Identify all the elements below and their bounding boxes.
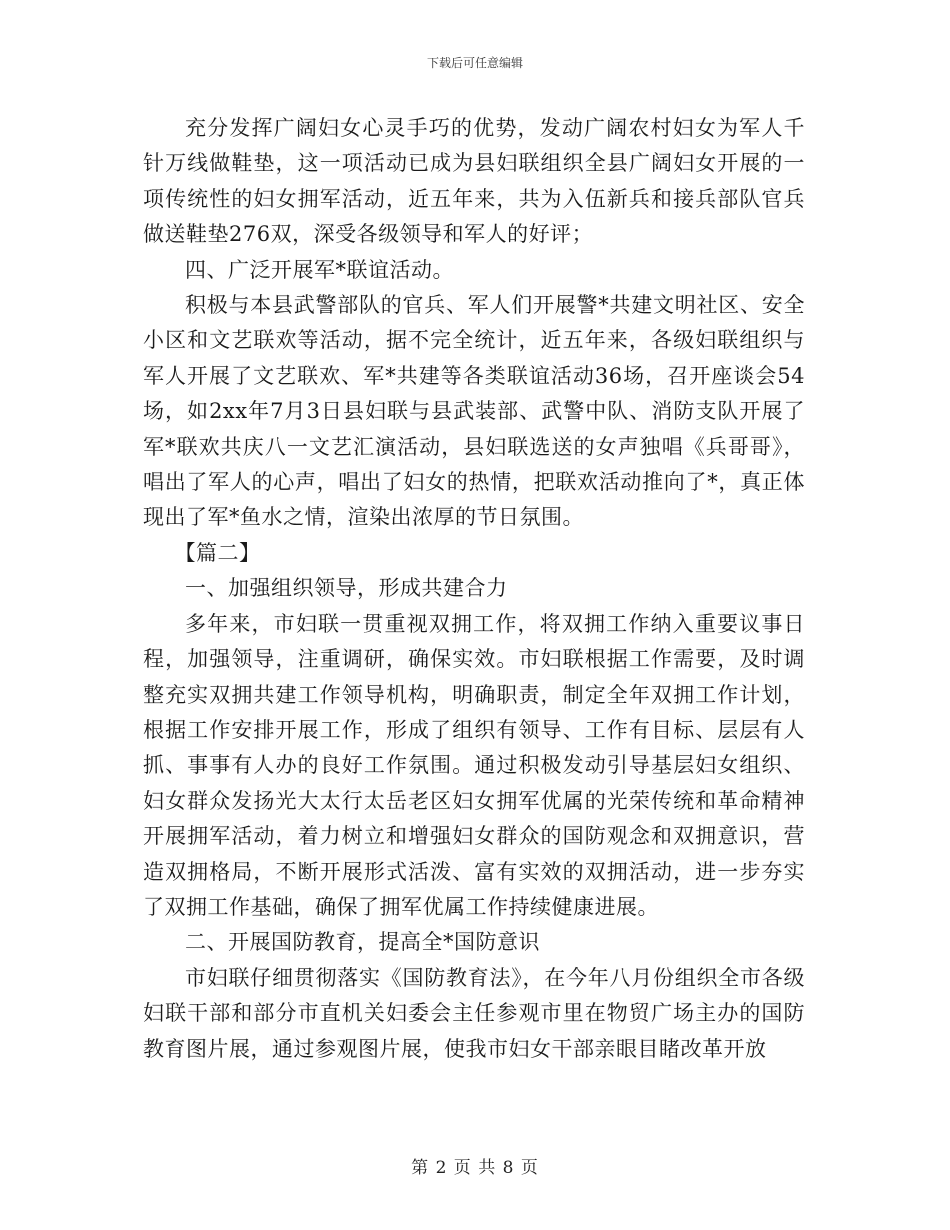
paragraph-organization-leadership: 多年来，市妇联一贯重视双拥工作，将双拥工作纳入重要议事日程，加强领导，注重调研，确保实效。市妇联根据工作需要，及时调整充实双拥共建工作领导机构，明确职责，制定全年双拥工作计划，根据工作安排开展工作，形成了组织有领导、工作有目标、层层有人抓、事事有人办的良好工作氛围。通过积极发动引导基层妇女组织、妇女群众发扬光大太行太岳老区妇女拥军优属的光荣传统和革命精神开展拥军活动，着力树立和增强妇女群众的国防观念和双拥意识，营造双拥格局，不断开展形式活泼、富有实效的双拥活动，进一步夯实了双拥工作基础，确保了拥军优属工作持续健康进展。 bbox=[143, 611, 805, 919]
heading-section-one: 一、加强组织领导，形成共建合力 bbox=[185, 576, 508, 601]
heading-part-two: 【篇二】 bbox=[174, 540, 261, 565]
page-footer: 第 2 页 共 8 页 bbox=[411, 1158, 539, 1178]
page-header: 下载后可任意编辑 bbox=[426, 56, 523, 70]
paragraph-national-defense: 市妇联仔细贯彻落实《国防教育法》，在今年八月份组织全市各级妇联干部和部分市直机关妇委会主任参观市里在物贸广场主办的国防教育图片展，通过参观图片展，使我市妇女干部亲眼目睹改革开放 bbox=[143, 965, 805, 1061]
heading-section-two: 二、开展国防教育，提高全*国防意识 bbox=[185, 930, 540, 955]
paragraph-shoe-insoles: 充分发挥广阔妇女心灵手巧的优势，发动广阔农村妇女为军人千针万线做鞋垫，这一项活动已成为县妇联组织全县广阔妇女开展的一项传统性的妇女拥军活动，近五年来，共为入伍新兵和接兵部队官兵做送鞋垫276双，深受各级领导和军人的好评； bbox=[143, 116, 805, 247]
paragraph-joint-activities: 积极与本县武警部队的官兵、军人们开展警*共建文明社区、安全小区和文艺联欢等活动，据不完全统计，近五年来，各级妇联组织与军人开展了文艺联欢、军*共建等各类联谊活动36场，召开座谈会54场，如2xx年7月3日县妇联与县武装部、武警中队、消防支队开展了军*联欢共庆八一文艺汇演活动，县妇联选送的女声独唱《兵哥哥》，唱出了军人的心声，唱出了妇女的热情，把联欢活动推向了*，真正体现出了军*鱼水之情，渲染出浓厚的节日氛围。 bbox=[143, 293, 805, 530]
heading-section-four: 四、广泛开展军*联谊活动。 bbox=[185, 257, 454, 282]
document-body bbox=[143, 111, 805, 1067]
